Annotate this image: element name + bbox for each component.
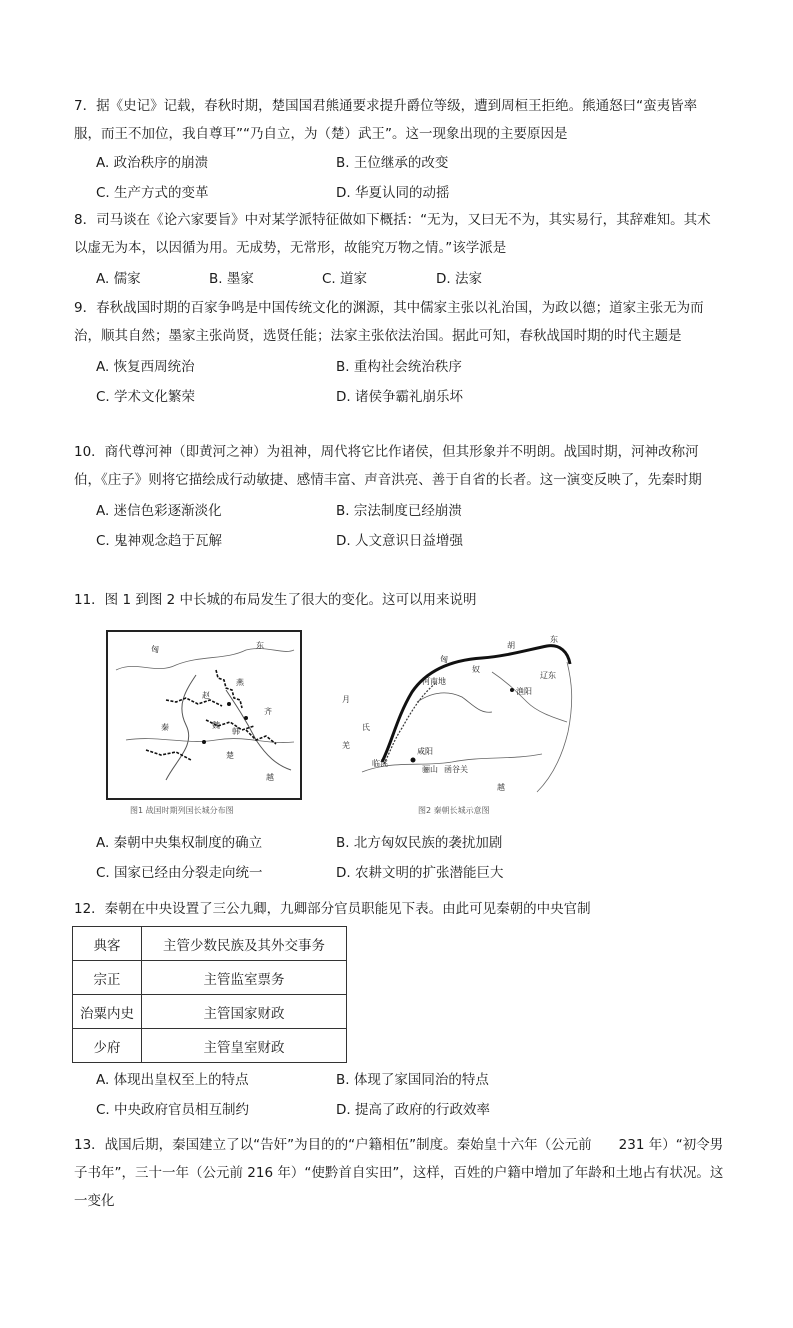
table-cell-office: 少府	[73, 1029, 142, 1063]
option-c[interactable]: C. 鬼神观念趋于瓦解	[96, 533, 223, 549]
map-label: 齐	[264, 707, 272, 716]
question-stem: 7．据《史记》记载，春秋时期，楚国国君熊通要求提升爵位等级，遭到周桓王拒绝。熊通怒曰“蛮夷皆率服，而王不加位，我自尊耳”“乃自立，为（楚）武王”。这一现象出现的主要原因是	[74, 98, 698, 142]
option-d[interactable]: D. 法家	[436, 271, 482, 287]
options-row	[74, 858, 724, 888]
question-stem: 9．春秋战国时期的百家争鸣是中国传统文化的渊源，其中儒家主张以礼治国，为政以德；道家主张无为而治，顺其自然；墨家主张尚贤，选贤任能；法家主张依法治国。据此可知，春秋战国时期的时代主题是	[74, 300, 704, 344]
figure-1-warring-states-walls-map	[106, 630, 302, 800]
options-row	[74, 148, 724, 178]
map-label: 秦	[161, 723, 169, 732]
options-row	[74, 178, 724, 208]
table-cell-duty: 主管少数民族及其外交事务	[142, 927, 347, 961]
question-stem: 8．司马谈在《论六家要旨》中对某学派特征做如下概括：“无为，又曰无不为，其实易行，其辞难知。其术以虚无为本，以因循为用。无成势，无常形，故能究万物之情。”该学派是	[74, 212, 711, 256]
option-a[interactable]: A. 体现出皇权至上的特点	[96, 1072, 249, 1088]
table-cell-office: 宗正	[73, 961, 142, 995]
question-9	[74, 294, 724, 412]
map-label: 渔阳	[516, 687, 532, 696]
figure-2-qin-great-wall-map	[322, 632, 578, 798]
question-7	[74, 92, 724, 208]
map-label: 匈	[440, 655, 448, 664]
option-c[interactable]: C. 国家已经由分裂走向统一	[96, 865, 263, 881]
map-label: 临洮	[372, 759, 388, 768]
map-label: 东	[256, 641, 264, 650]
option-c[interactable]: C. 中央政府官员相互制约	[96, 1102, 250, 1118]
question-12-options	[74, 1065, 724, 1125]
map-label: 楚	[226, 751, 234, 760]
options-row	[74, 1095, 724, 1125]
options-row	[74, 352, 724, 382]
option-b[interactable]: B. 墨家	[209, 271, 254, 287]
map-label: 河南地	[422, 677, 446, 686]
table-row	[73, 995, 347, 1029]
map-label: 燕	[236, 678, 244, 687]
options-row	[74, 382, 724, 412]
option-d[interactable]: D. 提高了政府的行政效率	[336, 1102, 490, 1118]
map-label: 月	[342, 695, 350, 704]
question-10	[74, 438, 724, 556]
option-d[interactable]: D. 华夏认同的动摇	[336, 185, 450, 201]
options-row	[74, 526, 724, 556]
options-row	[74, 264, 724, 294]
option-b[interactable]: B. 重构社会统治秩序	[336, 359, 462, 375]
option-d[interactable]: D. 农耕文明的扩张潜能巨大	[336, 865, 504, 881]
map-label: 赵	[202, 691, 210, 700]
table-cell-office: 典客	[73, 927, 142, 961]
map-label: 越	[266, 773, 274, 782]
option-b[interactable]: B. 体现了家国同治的特点	[336, 1072, 489, 1088]
map-label: 匈	[151, 645, 159, 654]
options-row	[74, 828, 724, 858]
option-b[interactable]: B. 北方匈奴民族的袭扰加剧	[336, 835, 503, 851]
question-stem: 11．图 1 到图 2 中长城的布局发生了很大的变化。这可以用来说明	[74, 592, 477, 608]
option-c[interactable]: C. 道家	[322, 271, 368, 287]
table-cell-office: 治粟内史	[73, 995, 142, 1029]
option-c[interactable]: C. 学术文化繁荣	[96, 389, 196, 405]
figure-2-caption: 图2 秦朝长城示意图	[418, 806, 490, 815]
map-label: 羌	[342, 741, 350, 750]
map-label: 越	[497, 783, 505, 792]
question-12	[74, 895, 724, 923]
option-a[interactable]: A. 政治秩序的崩溃	[96, 155, 209, 171]
table-cell-duty: 主管国家财政	[142, 995, 347, 1029]
question-13	[74, 1131, 724, 1215]
options-row	[74, 1065, 724, 1095]
option-b[interactable]: B. 宗法制度已经崩溃	[336, 503, 462, 519]
question-11	[74, 586, 724, 614]
option-b[interactable]: B. 王位继承的改变	[336, 155, 449, 171]
map-label: 奴	[472, 665, 480, 674]
map-label: 胡	[507, 641, 515, 650]
option-a[interactable]: A. 儒家	[96, 271, 141, 287]
map-label: 辽东	[540, 671, 556, 680]
map-label: 韩	[232, 727, 240, 736]
map-label: 骊山	[422, 765, 438, 774]
option-a[interactable]: A. 迷信色彩逐渐淡化	[96, 503, 222, 519]
map-label: 东	[550, 635, 558, 644]
table-cell-duty: 主管监室票务	[142, 961, 347, 995]
option-a[interactable]: A. 恢复西周统治	[96, 359, 195, 375]
officials-table	[72, 926, 347, 1063]
map-label: 魏	[212, 721, 220, 730]
figure-1-caption: 图1 战国时期列国长城分布图	[130, 806, 234, 815]
question-8	[74, 206, 724, 294]
question-stem: 12．秦朝在中央设置了三公九卿，九卿部分官员职能见下表。由此可见秦朝的中央官制	[74, 901, 591, 917]
map-label: 咸阳	[417, 747, 433, 756]
table-row	[73, 927, 347, 961]
options-row	[74, 496, 724, 526]
question-stem: 13．战国后期，秦国建立了以“告奸”为目的的“户籍相伍”制度。秦始皇十六年（公元前 231 年）“初令男子书年”，三十一年（公元前 216 年）“使黔首自实田”，这样，百姓的户籍中增加了年龄和土地占有状况。这一变化	[74, 1137, 724, 1209]
table-row	[73, 961, 347, 995]
question-stem: 10．商代尊河神（即黄河之神）为祖神，周代将它比作诸侯，但其形象并不明朗。战国时期，河神改称河伯，《庄子》则将它描绘成行动敏捷、感情丰富、声音洪亮、善于自省的长者。这一演变反映了，先秦时期	[74, 444, 702, 488]
map-label: 函谷关	[444, 765, 468, 774]
question-11-options	[74, 828, 724, 888]
option-a[interactable]: A. 秦朝中央集权制度的确立	[96, 835, 263, 851]
map-label: 氏	[362, 723, 370, 732]
option-d[interactable]: D. 诸侯争霸礼崩乐坏	[336, 389, 463, 405]
option-d[interactable]: D. 人文意识日益增强	[336, 533, 463, 549]
table-row	[73, 1029, 347, 1063]
option-c[interactable]: C. 生产方式的变革	[96, 185, 209, 201]
table-cell-duty: 主管皇室财政	[142, 1029, 347, 1063]
